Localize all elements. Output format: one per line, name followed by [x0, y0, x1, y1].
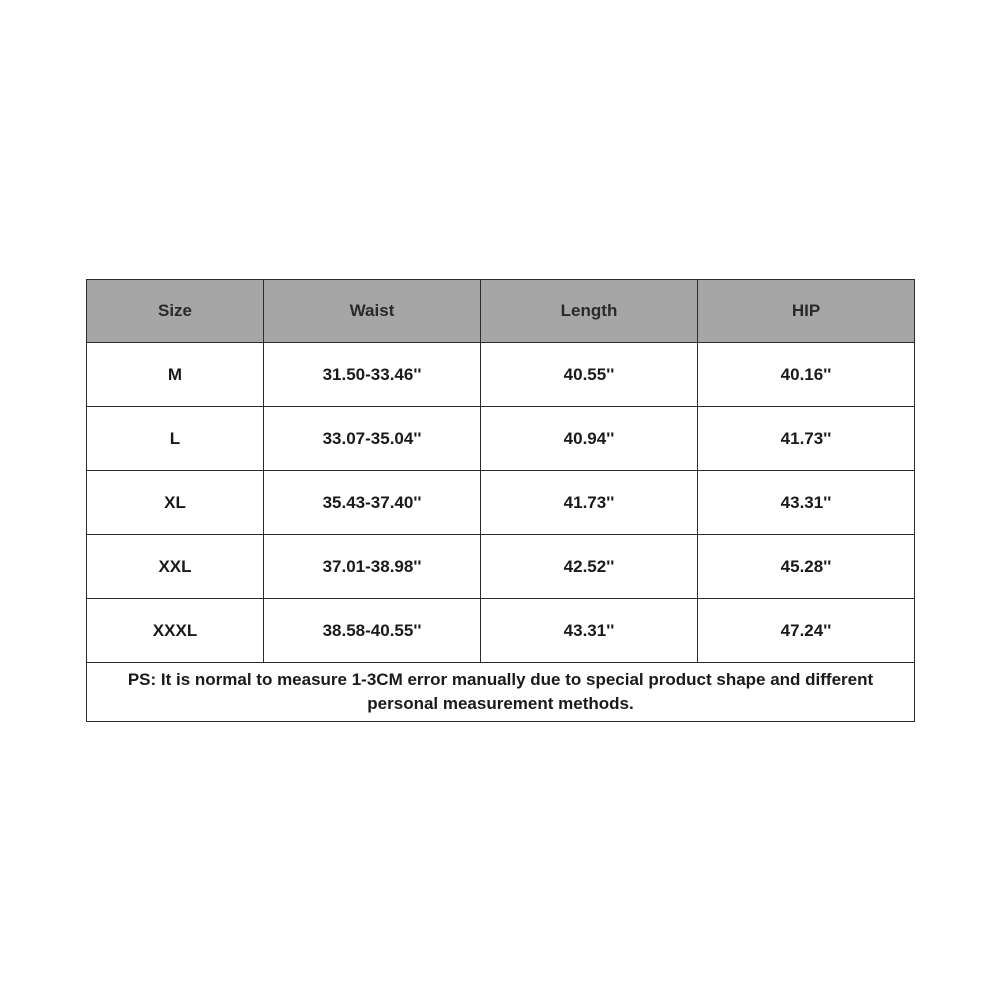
cell-hip: 45.28'': [698, 535, 915, 599]
cell-waist: 33.07-35.04'': [264, 407, 481, 471]
table-row: [87, 343, 915, 407]
measurement-note: PS: It is normal to measure 1-3CM error manually due to special product shape and different personal measurement methods.: [87, 663, 915, 722]
cell-size: M: [87, 343, 264, 407]
table-row: [87, 599, 915, 663]
table-header: [87, 280, 915, 343]
cell-waist: 31.50-33.46'': [264, 343, 481, 407]
cell-hip: 43.31'': [698, 471, 915, 535]
cell-length: 42.52'': [481, 535, 698, 599]
size-chart-table: [86, 279, 915, 722]
header-size: Size: [87, 280, 264, 343]
note-row: [87, 663, 915, 722]
table-row: [87, 407, 915, 471]
header-waist: Waist: [264, 280, 481, 343]
cell-hip: 47.24'': [698, 599, 915, 663]
table-footer: [87, 663, 915, 722]
cell-waist: 35.43-37.40'': [264, 471, 481, 535]
cell-size: XXL: [87, 535, 264, 599]
cell-waist: 38.58-40.55'': [264, 599, 481, 663]
cell-hip: 40.16'': [698, 343, 915, 407]
cell-length: 40.94'': [481, 407, 698, 471]
header-hip: HIP: [698, 280, 915, 343]
cell-waist: 37.01-38.98'': [264, 535, 481, 599]
cell-length: 40.55'': [481, 343, 698, 407]
table-body: [87, 343, 915, 663]
table-row: [87, 535, 915, 599]
cell-length: 43.31'': [481, 599, 698, 663]
header-row: [87, 280, 915, 343]
header-length: Length: [481, 280, 698, 343]
cell-length: 41.73'': [481, 471, 698, 535]
cell-hip: 41.73'': [698, 407, 915, 471]
cell-size: XXXL: [87, 599, 264, 663]
cell-size: L: [87, 407, 264, 471]
table-row: [87, 471, 915, 535]
cell-size: XL: [87, 471, 264, 535]
